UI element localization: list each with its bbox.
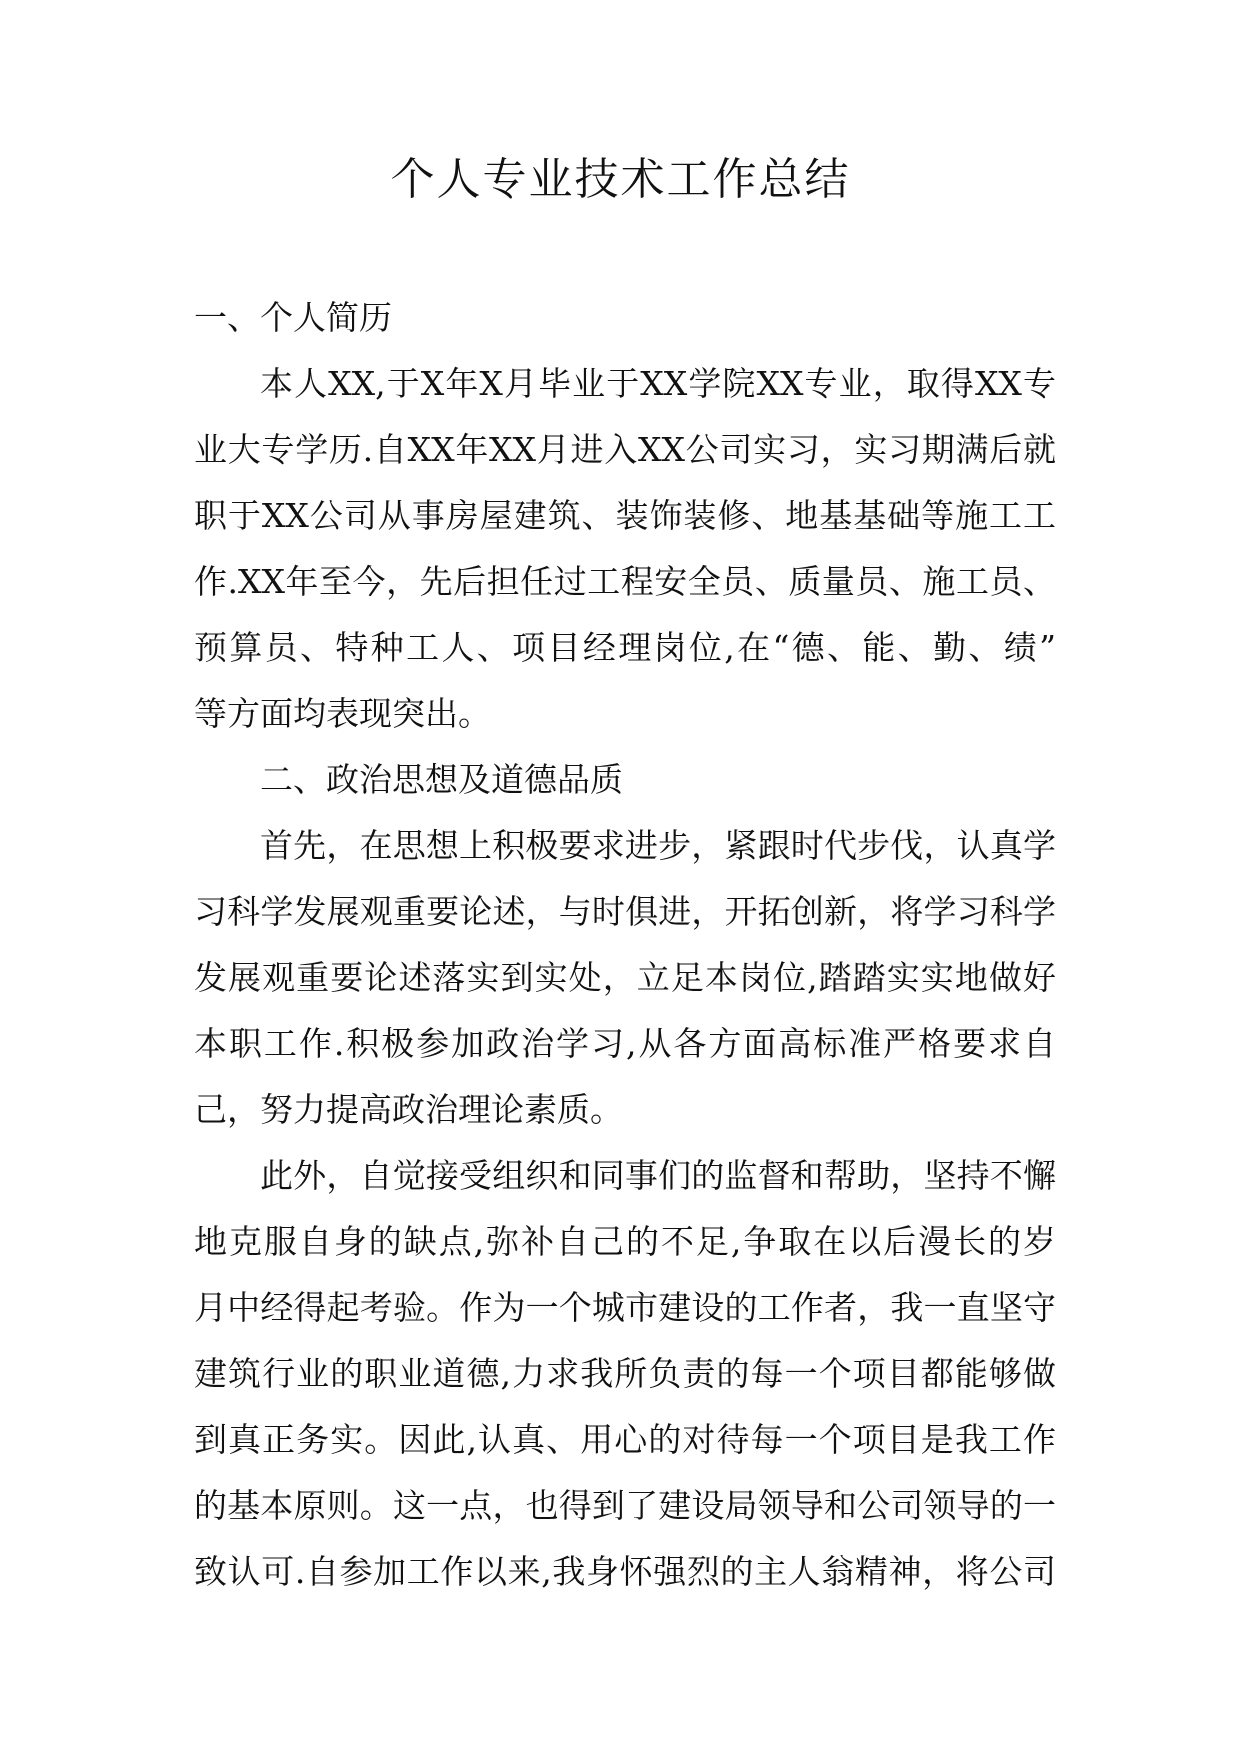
body-line: 此外，自觉接受组织和同事们的监督和帮助，坚持不懈 xyxy=(260,1156,1056,1195)
document-title: 个人专业技术工作总结 xyxy=(390,154,851,205)
body-line: 建筑行业的职业道德,力求我所负责的每一个项目都能够做 xyxy=(194,1354,1056,1393)
body-line: 等方面均表现突出。 xyxy=(194,694,491,733)
body-line: 本职工作.积极参加政治学习,从各方面高标准严格要求自 xyxy=(194,1024,1056,1063)
body-line: 业大专学历.自XX年XX月进入XX公司实习，实习期满后就 xyxy=(194,430,1056,469)
body-line: 月中经得起考验。作为一个城市建设的工作者，我一直坚守 xyxy=(194,1288,1056,1327)
body-line: 习科学发展观重要论述，与时俱进，开拓创新，将学习科学 xyxy=(194,892,1056,931)
body-line: 本人XX,于X年X月毕业于XX学院XX专业，取得XX专 xyxy=(260,364,1056,403)
body-line: 己，努力提高政治理论素质。 xyxy=(194,1090,623,1129)
body-line: 的基本原则。这一点，也得到了建设局领导和公司领导的一 xyxy=(194,1486,1056,1525)
body-line: 作.XX年至今，先后担任过工程安全员、质量员、施工员、 xyxy=(194,562,1056,601)
body-line: 预算员、特种工人、项目经理岗位,在“德、能、勤、绩” xyxy=(194,628,1056,667)
section-heading-1: 一、个人简历 xyxy=(194,298,392,337)
body-line: 首先，在思想上积极要求进步，紧跟时代步伐，认真学 xyxy=(260,826,1056,865)
body-line: 地克服自身的缺点,弥补自己的不足,争取在以后漫长的岁 xyxy=(194,1222,1056,1261)
section-heading-2: 二、政治思想及道德品质 xyxy=(260,760,623,799)
body-line: 到真正务实。因此,认真、用心的对待每一个项目是我工作 xyxy=(194,1420,1056,1459)
document-body xyxy=(194,285,1056,1605)
body-line: 发展观重要论述落实到实处，立足本岗位,踏踏实实地做好 xyxy=(194,958,1056,997)
body-line: 职于XX公司从事房屋建筑、装饰装修、地基基础等施工工 xyxy=(194,496,1056,535)
body-line: 致认可.自参加工作以来,我身怀强烈的主人翁精神，将公司 xyxy=(194,1552,1056,1591)
